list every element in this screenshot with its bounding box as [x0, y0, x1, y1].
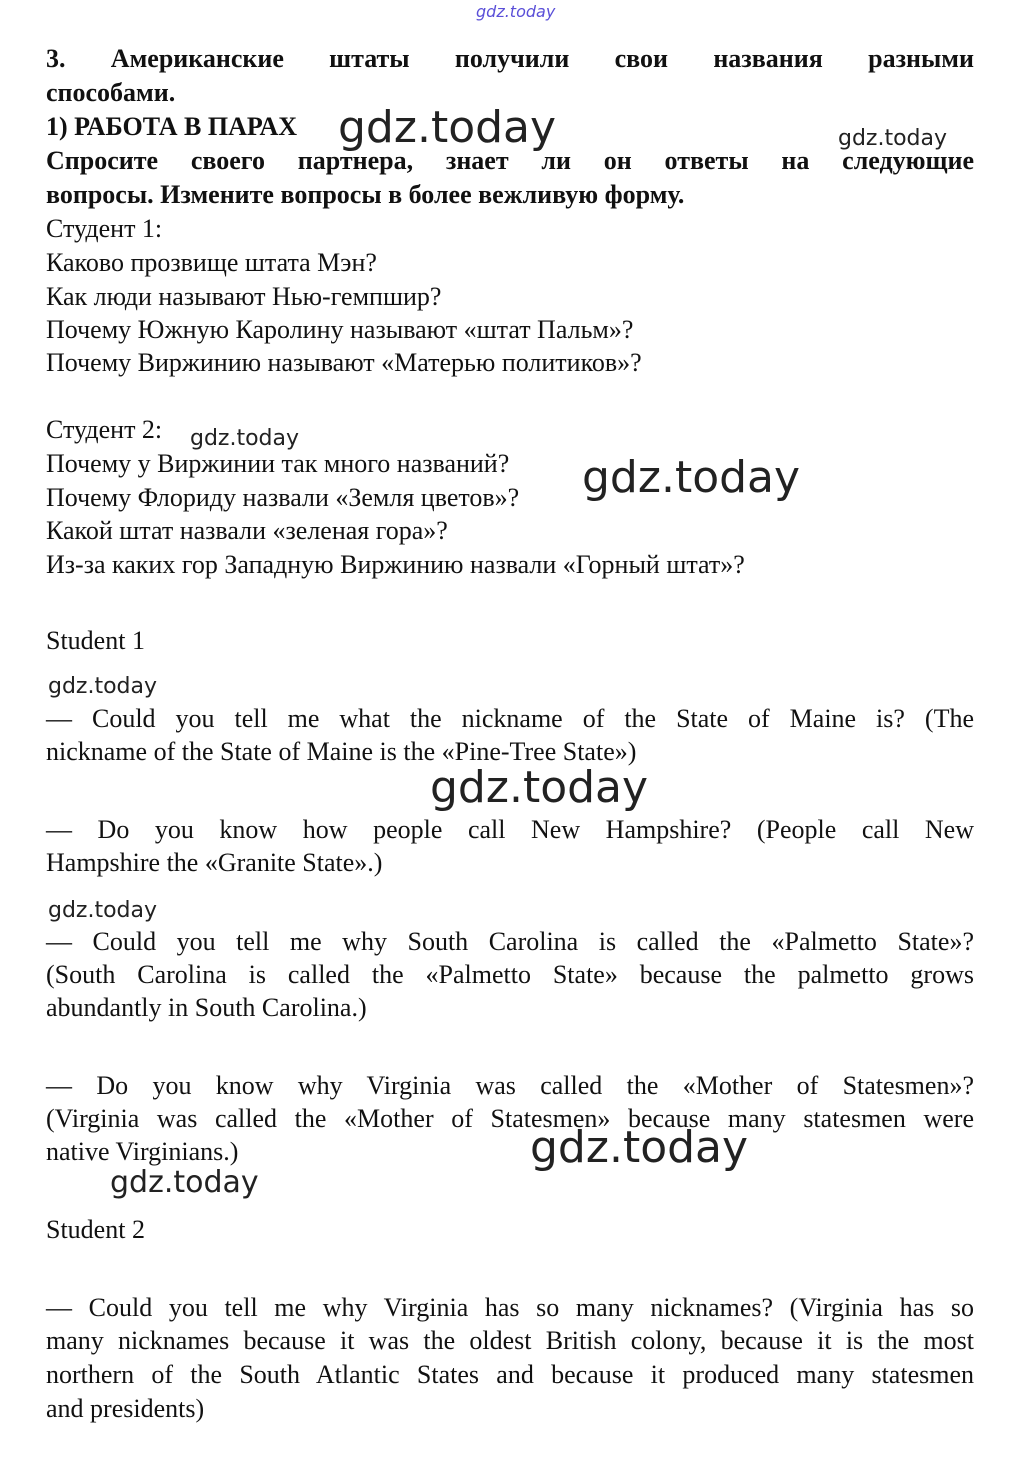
en-student2-answer-line: — Could you tell me why Virginia has so many nicknames? (Virginia has so [46, 1293, 974, 1322]
ru-student2-question: Почему у Виржинии так много названий? [46, 449, 510, 478]
ru-student1-question: Почему Южную Каролину называют «штат Пальм»? [46, 315, 634, 344]
task-instruction-line-1: Спросите своего партнера, знает ли он ответы на следующие [46, 146, 974, 175]
watermark: gdz.today [530, 1122, 749, 1173]
en-student1-answer-line: — Could you tell me why South Carolina is called the «Palmetto State»? [46, 927, 974, 956]
ru-student1-question: Каково прозвище штата Мэн? [46, 248, 377, 277]
ru-student2-question: Почему Флориду назвали «Земля цветов»? [46, 483, 520, 512]
watermark: gdz.today [430, 762, 649, 813]
en-student2-answer-line: many nicknames because it was the oldest British colony, because it is the most [46, 1326, 974, 1355]
en-student2-label: Student 2 [46, 1215, 145, 1244]
en-student1-answer-line: (South Carolina is called the «Palmetto State» because the palmetto grows [46, 960, 974, 989]
watermark: gdz.today [582, 452, 801, 503]
task-subheading: 1) РАБОТА В ПАРАХ [46, 112, 297, 141]
ru-student2-label: Студент 2: [46, 415, 163, 444]
watermark: gdz.today [48, 674, 158, 699]
watermark: gdz.today [338, 102, 557, 153]
en-student1-answer-line: native Virginians.) [46, 1137, 239, 1166]
en-student1-label: Student 1 [46, 626, 145, 655]
watermark: gdz.today [190, 426, 300, 451]
en-student1-answer-line: — Could you tell me what the nickname of the State of Maine is? (The [46, 704, 974, 733]
en-student1-answer-line: (Virginia was called the «Mother of Statesmen» because many statesmen were [46, 1104, 974, 1133]
en-student1-answer-line: — Do you know why Virginia was called the «Mother of Statesmen»? [46, 1071, 974, 1100]
ru-student1-label: Студент 1: [46, 214, 163, 243]
task-heading-line-2: способами. [46, 78, 176, 107]
ru-student2-question: Какой штат назвали «зеленая гора»? [46, 516, 448, 545]
document-page [46, 0, 974, 1476]
watermark: gdz.today [110, 1165, 259, 1200]
en-student1-answer-line: — Do you know how people call New Hampshire? (People call New [46, 815, 974, 844]
en-student2-answer-line: and presidents) [46, 1394, 205, 1423]
task-heading-line-1: 3. Американские штаты получили свои названия разными [46, 44, 974, 73]
en-student2-answer-line: northern of the South Atlantic States and because it produced many statesmen [46, 1360, 974, 1389]
ru-student2-question: Из-за каких гор Западную Виржинию назвали «Горный штат»? [46, 550, 745, 579]
ru-student1-question: Почему Виржинию называют «Матерью политиков»? [46, 348, 642, 377]
en-student1-answer-line: nickname of the State of Maine is the «Pine-Tree State») [46, 737, 637, 766]
watermark: gdz.today [838, 126, 948, 151]
en-student1-answer-line: abundantly in South Carolina.) [46, 993, 367, 1022]
watermark: gdz.today [48, 898, 158, 923]
ru-student1-question: Как люди называют Нью-гемпшир? [46, 282, 442, 311]
en-student1-answer-line: Hampshire the «Granite State».) [46, 848, 383, 877]
task-instruction-line-2: вопросы. Измените вопросы в более вежливую форму. [46, 180, 685, 209]
watermark-top: gdz.today [476, 2, 556, 21]
